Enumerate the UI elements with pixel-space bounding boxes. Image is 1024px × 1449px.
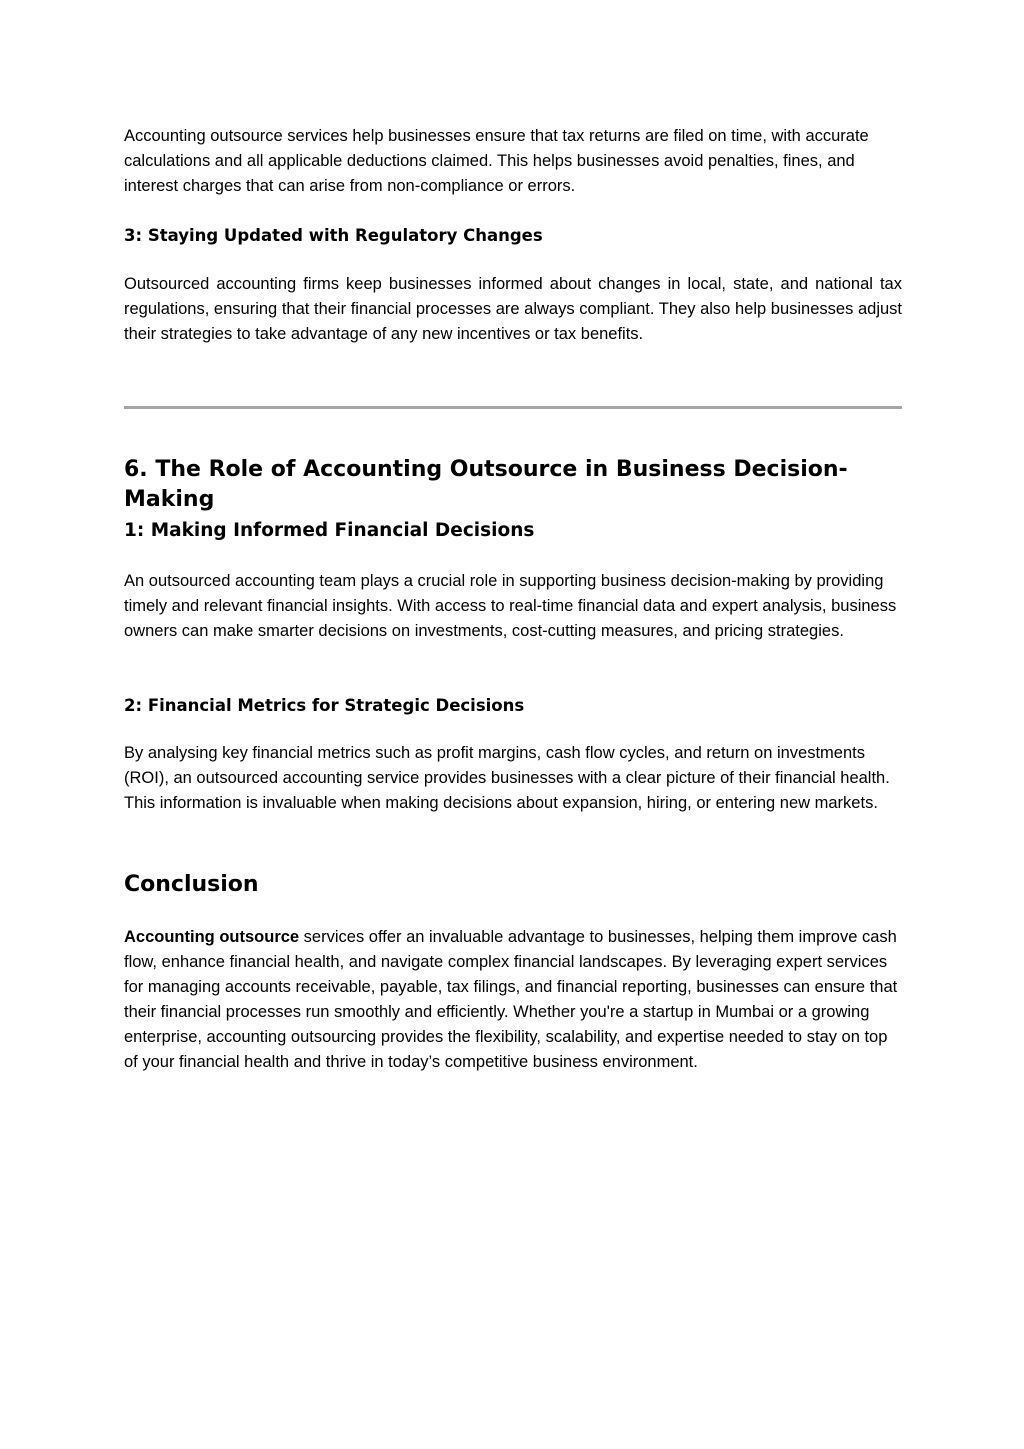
subsection-1-heading: 1: Making Informed Financial Decisions xyxy=(124,520,535,541)
conclusion-heading: Conclusion xyxy=(124,872,259,897)
intro-paragraph: Accounting outsource services help businesses ensure that tax returns are filed on time, with accurate calculations and all applicable deductions claimed. This helps businesses avoid penalties, fines, and interest charges that can arise from non-compliance or errors. xyxy=(124,127,869,195)
section-divider xyxy=(124,406,902,409)
section-3-paragraph: Outsourced accounting firms keep businesses informed about changes in local, state, and national tax regulations, ensuring that their financial processes are always compliant. They also help businesses adjust their strategies to take advantage of any new incentives or tax benefits. xyxy=(124,275,902,343)
section-6-heading: 6. The Role of Accounting Outsource in Business Decision-Making xyxy=(124,457,848,512)
section-3-heading: 3: Staying Updated with Regulatory Changes xyxy=(124,226,543,245)
conclusion-bold-lead: Accounting outsource xyxy=(124,928,300,946)
conclusion-paragraph xyxy=(124,925,902,1075)
subsection-1-paragraph: An outsourced accounting team plays a crucial role in supporting business decision-making by providing timely and relevant financial insights. With access to real-time financial data and expert analysis, business owners can make smarter decisions on investments, cost-cutting measures, and pricing strategies. xyxy=(124,572,897,640)
subsection-2-paragraph: By analysing key financial metrics such as profit margins, cash flow cycles, and return on investments (ROI), an outsourced accounting service provides businesses with a clear picture of their financial health. This information is invaluable when making decisions about expansion, hiring, or entering new markets. xyxy=(124,744,890,812)
conclusion-paragraph-text: services offer an invaluable advantage to businesses, helping them improve cash flow, enhance financial health, and navigate complex financial landscapes. By leveraging expert services for managing accounts receivable, payable, tax filings, and financial reporting, businesses can ensure that their financial processes run smoothly and efficiently. Whether you're a startup in Mumbai or a growing enterprise, accounting outsourcing provides the flexibility, scalability, and expertise needed to stay on top of your financial health and thrive in today’s competitive business environment. xyxy=(124,928,898,1071)
subsection-2-heading: 2: Financial Metrics for Strategic Decisions xyxy=(124,696,525,715)
